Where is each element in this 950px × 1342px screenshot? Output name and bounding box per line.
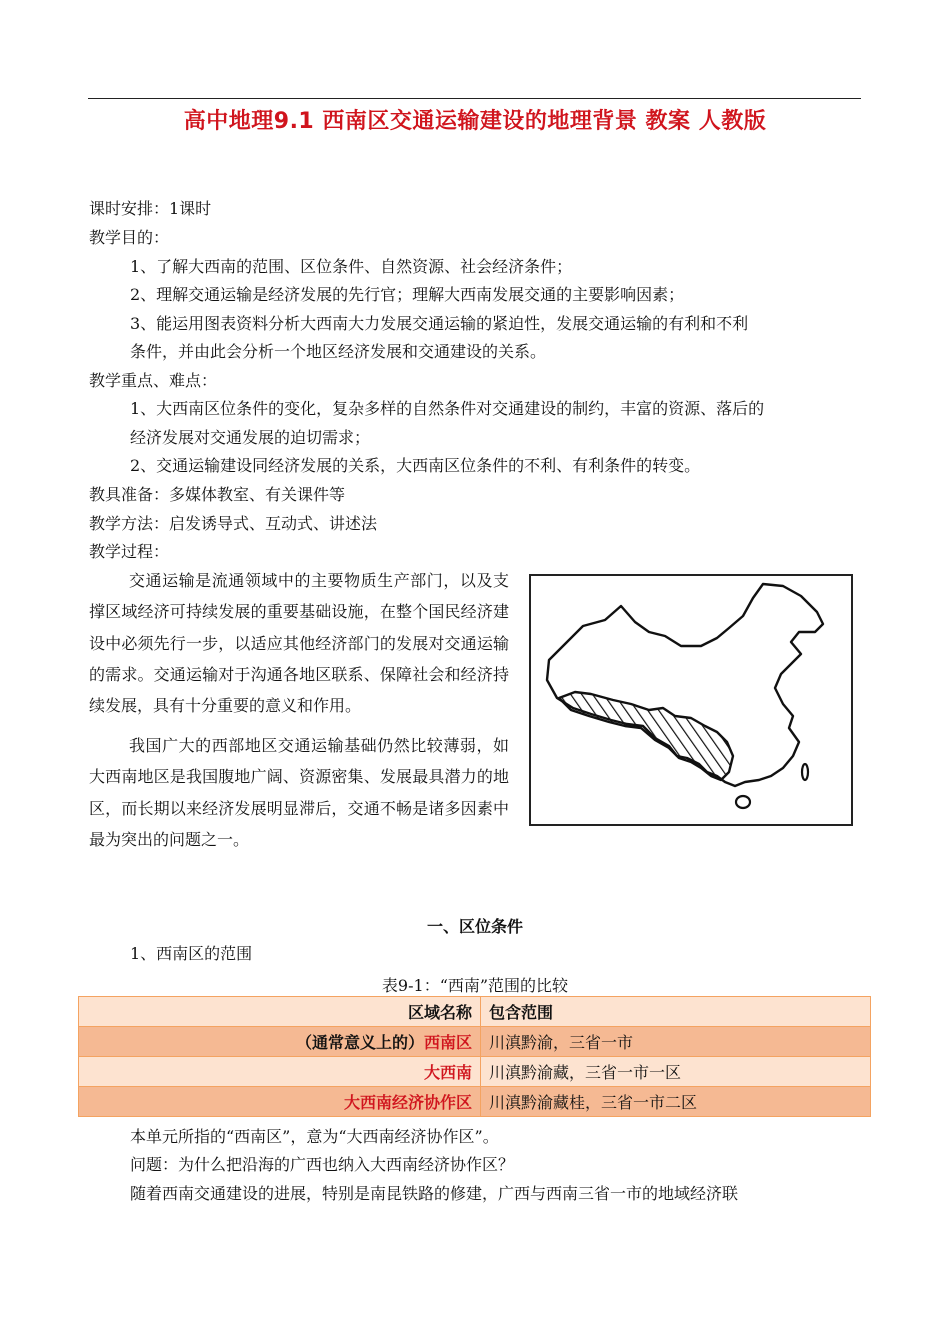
region-name: 西南区 — [423, 1033, 472, 1052]
objective-item: 1、了解大西南的范围、区位条件、自然资源、社会经济条件； — [130, 257, 573, 276]
subsection-heading: 1、西南区的范围 — [130, 944, 253, 963]
comparison-table — [78, 996, 871, 1117]
key-points-heading: 教学重点、难点： — [89, 371, 218, 390]
methods-line: 教学方法：启发诱导式、互动式、讲述法 — [89, 514, 378, 533]
table-row — [79, 1057, 871, 1087]
china-map-figure — [529, 574, 853, 826]
taiwan-island — [802, 764, 808, 780]
answer-line: 随着西南交通建设的进展，特别是南昆铁路的修建，广西与西南三省一市的地域经济联 — [130, 1184, 739, 1203]
header-cell: 包含范围 — [481, 997, 871, 1027]
region-scope-cell: 川滇黔渝藏，三省一市一区 — [481, 1057, 871, 1087]
region-prefix: （通常意义上的） — [295, 1033, 424, 1052]
table-row — [79, 1027, 871, 1057]
intro-paragraph: 交通运输是流通领域中的主要物质生产部门，以及支撑区域经济可持续发展的重要基础设施，在整个国民经济建设中必须先行一步，以适应其他经济部门的发展对交通运输的需求。交通运输对于沟通各地区联系、保障社会和经济持续发展，具有十分重要的意义和作用。 — [89, 571, 509, 716]
region-name: 大西南 — [423, 1063, 472, 1082]
document-title: 高中地理9.1 西南区交通运输建设的地理背景 教案 人教版 — [183, 109, 767, 134]
objective-item: 2、理解交通运输是经济发展的先行官；理解大西南发展交通的主要影响因素； — [130, 285, 685, 304]
region-name-cell — [79, 1027, 481, 1057]
key-point-item: 2、交通运输建设同经济发展的关系，大西南区位条件的不利、有利条件的转变。 — [130, 456, 701, 475]
note-line: 本单元所指的“西南区”，意为“大西南经济协作区”。 — [130, 1127, 499, 1146]
process-heading: 教学过程： — [89, 542, 170, 561]
table-caption: 表9-1：“西南”范围的比较 — [381, 976, 569, 995]
region-scope-cell: 川滇黔渝藏桂，三省一市二区 — [481, 1087, 871, 1117]
objectives-heading: 教学目的： — [89, 228, 170, 247]
hainan-island — [736, 796, 750, 808]
key-point-item: 1、大西南区位条件的变化，复杂多样的自然条件对交通建设的制约，丰富的资源、落后的 — [130, 399, 765, 418]
objective-item-continued: 条件，并由此会分析一个地区经济发展和交通建设的关系。 — [130, 342, 547, 361]
key-point-item-continued: 经济发展对交通发展的迫切需求； — [130, 428, 371, 447]
question-line: 问题：为什么把沿海的广西也纳入大西南经济协作区？ — [130, 1155, 515, 1174]
header-cell: 区域名称 — [79, 997, 481, 1027]
table-header-row — [79, 997, 871, 1027]
objective-item: 3、能运用图表资料分析大西南大力发展交通运输的紧迫性，发展交通运输的有利和不利 — [130, 314, 749, 333]
schedule-line: 课时安排：1课时 — [89, 199, 212, 218]
region-name-cell — [79, 1087, 481, 1117]
region-name: 大西南经济协作区 — [343, 1093, 472, 1112]
tools-line: 教具准备：多媒体教室、有关课件等 — [89, 485, 346, 504]
region-name-cell — [79, 1057, 481, 1087]
southwest-region-map — [531, 576, 851, 824]
section-heading: 一、区位条件 — [426, 917, 523, 936]
table-row — [79, 1087, 871, 1117]
west-paragraph: 我国广大的西部地区交通运输基础仍然比较薄弱，如大西南地区是我国腹地广阔、资源密集、发展最具潜力的地区，而长期以来经济发展明显滞后，交通不畅是诸多因素中最为突出的问题之一。 — [89, 736, 509, 849]
header-rule — [88, 98, 861, 99]
region-scope-cell: 川滇黔渝，三省一市 — [481, 1027, 871, 1057]
